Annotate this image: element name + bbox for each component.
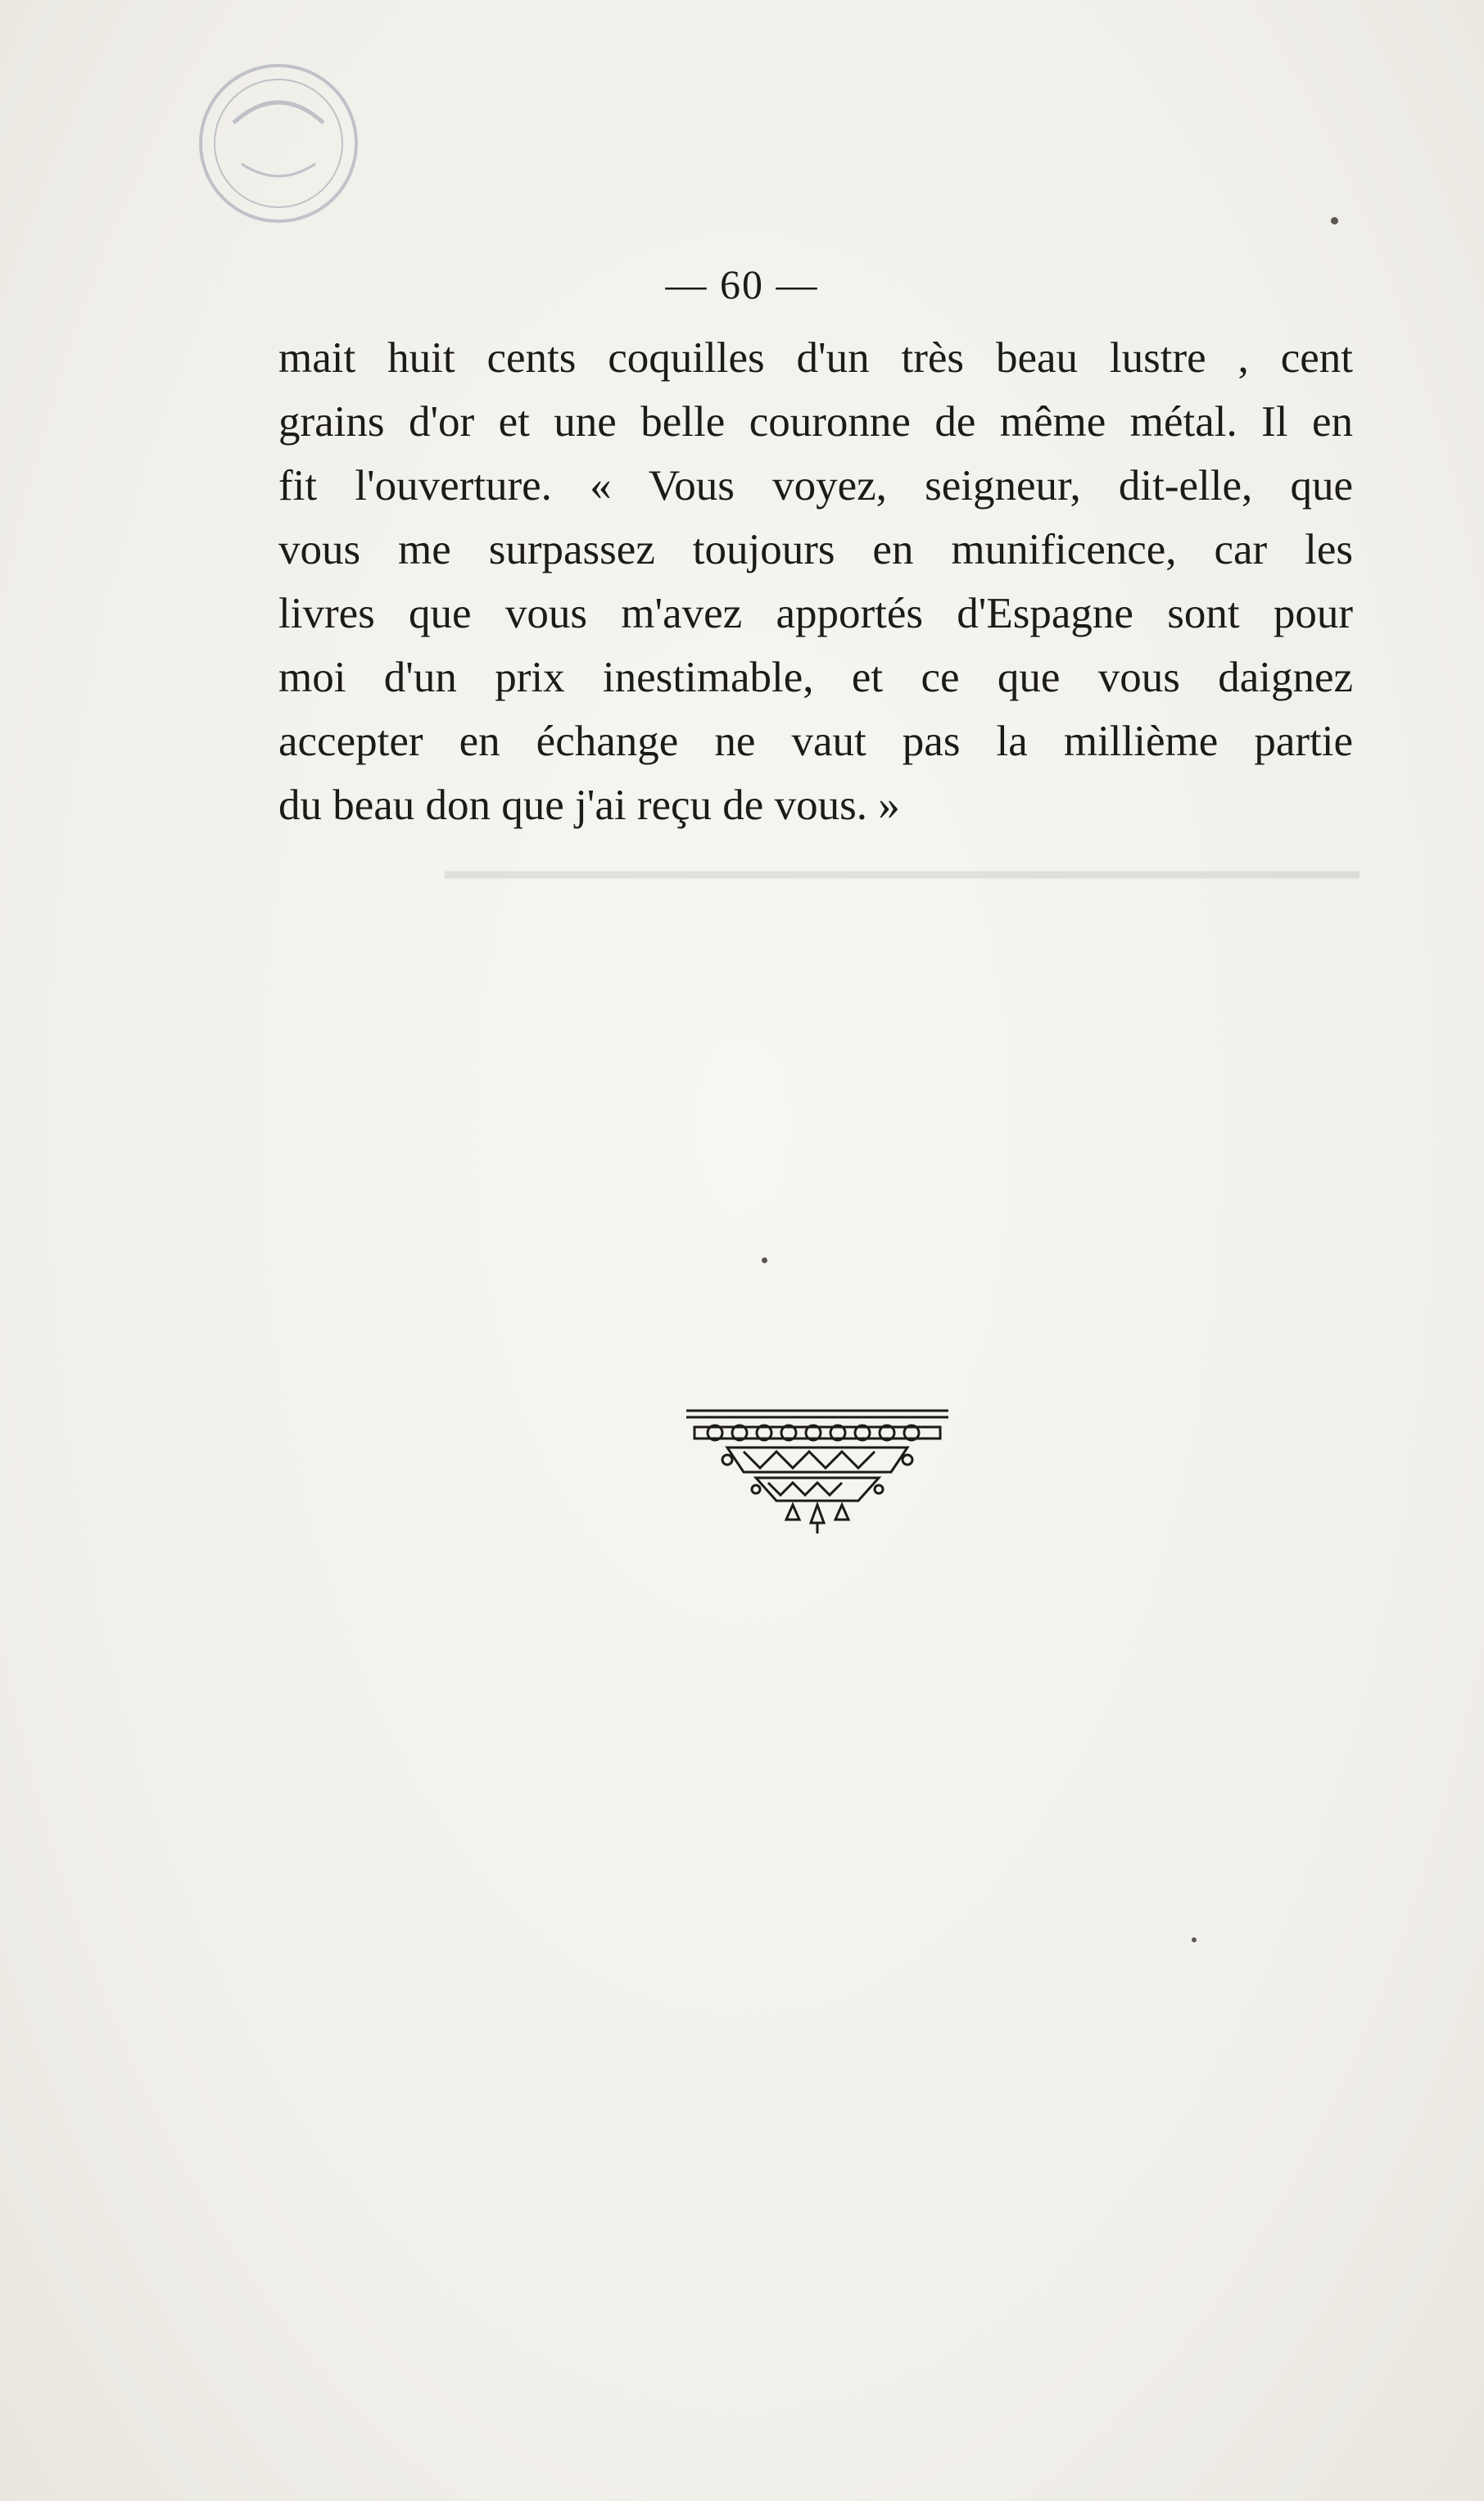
body-text — [278, 326, 1353, 837]
decorative-tailpiece — [678, 1402, 957, 1542]
text-line: mait huit cents coquilles d'un très beau lustre , cent — [278, 334, 1353, 382]
text-line: vous me surpassez toujours en munificence, car les — [278, 526, 1353, 573]
page-number: — 60 — — [665, 261, 819, 307]
text-line: du beau don que j'ai reçu de vous. » — [278, 782, 900, 829]
bleed-through-text: ━━━━━━━━━━━━━━━━━━━━━━━━━━━━━━━━━━━ — [445, 852, 1360, 899]
library-stamp — [184, 49, 373, 238]
paper-speck — [1192, 1937, 1197, 1942]
text-line: moi d'un prix inestimable, et ce que vous daignez — [278, 654, 1353, 701]
text-line: fit l'ouverture. « Vous voyez, seigneur, dit-elle, que — [278, 462, 1353, 510]
text-line: accepter en échange ne vaut pas la millième partie — [278, 718, 1353, 765]
paper-speck — [1331, 217, 1338, 224]
text-line: grains d'or et une belle couronne de même métal. Il en — [278, 398, 1353, 446]
paper-speck — [762, 1257, 767, 1263]
text-line: livres que vous m'avez apportés d'Espagne sont pour — [278, 590, 1353, 637]
